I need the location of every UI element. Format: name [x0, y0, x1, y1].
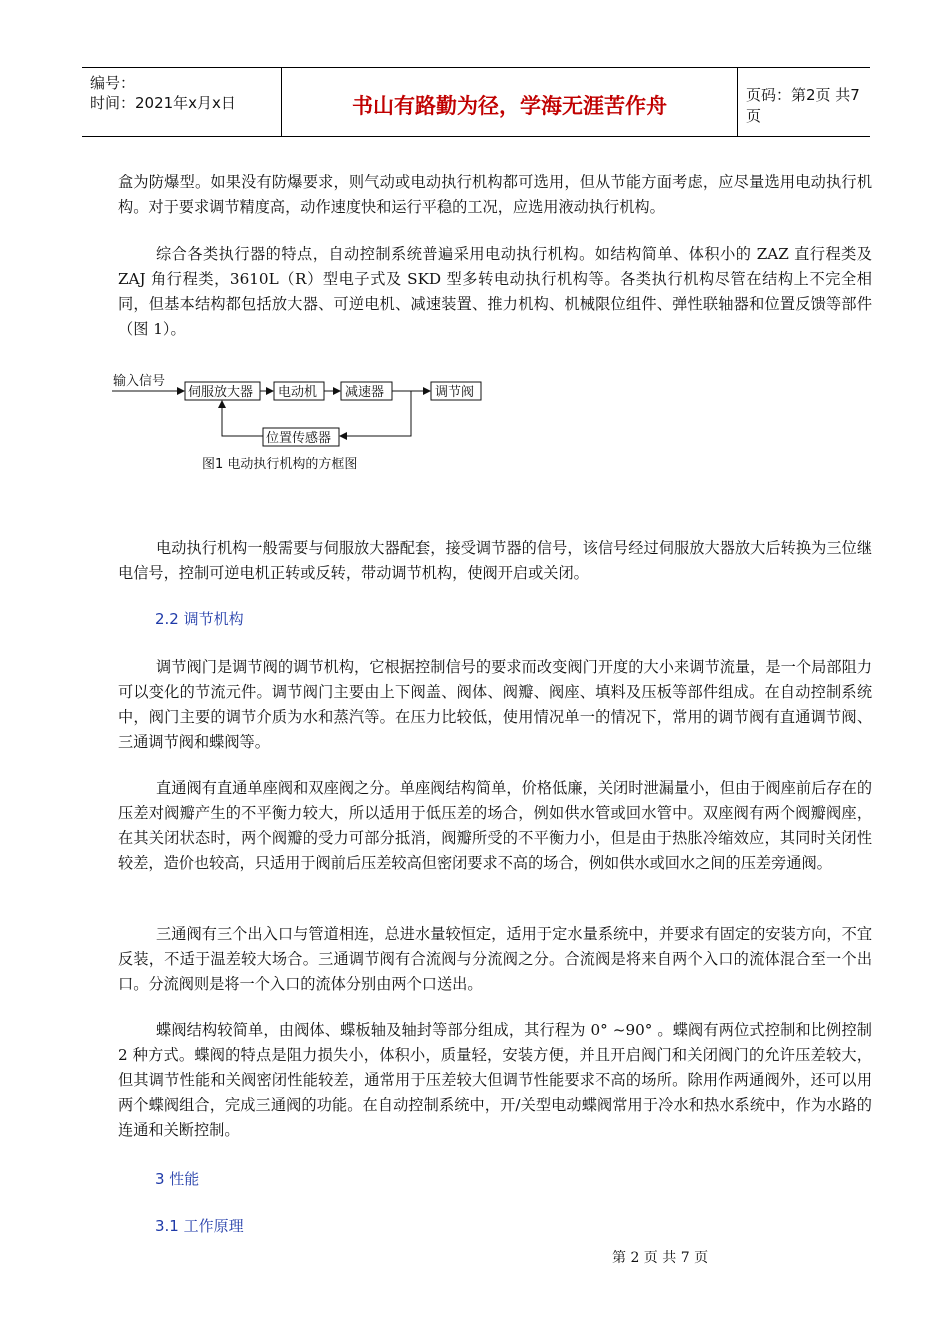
- section-heading-3-1: 3.1 工作原理: [155, 1217, 244, 1235]
- paragraph-2: 综合各类执行器的特点，自动控制系统普遍采用电动执行机构。如结构简单、体积小的 ZAZ 直行程类及 ZAJ 角行程类，3610L（R）型电子式及 SKD 型多转电动执行机构等。各类执行机构尽管在结构上不完全相同，但基本结构都包括放大器、可逆电机、减速装置、推力机构、机械限位组件、弹性联轴器和位置反馈等部件（图 1）。: [118, 245, 872, 338]
- page-header: [82, 67, 870, 137]
- paragraph-4: 调节阀门是调节阀的调节机构，它根据控制信号的要求而改变阀门开度的大小来调节流量，是一个局部阻力可以变化的节流元件。调节阀门主要由上下阀盖、阀体、阀瓣、阀座、填料及压板等部件组成。在自动控制系统中，阀门主要的调节介质为水和蒸汽等。在压力比较低，使用情况单一的情况下，常用的调节阀有直通调节阀、三通调节阀和蝶阀等。: [118, 658, 872, 751]
- section-heading-2-2: 2.2 调节机构: [155, 610, 244, 628]
- feedback-arrow-out: [222, 401, 263, 436]
- reducer-label: 减速器: [345, 385, 385, 400]
- paragraph-6: 三通阀有三个出入口与管道相连，总进水量较恒定，适用于定水量系统中，并要求有固定的安装方向，不宜反装，不适于温差较大场合。三通调节阀有合流阀与分流阀之分。合流阀是将来自两个入口的流体混合至一个出口。分流阀则是将一个入口的流体分别由两个口送出。: [118, 925, 872, 993]
- header-motto: 书山有路勤为径，学海无涯苦作舟: [282, 68, 738, 136]
- header-date-label: 时间：2021年x月x日: [90, 94, 236, 112]
- motor-label: 电动机: [278, 385, 318, 400]
- sensor-label: 位置传感器: [266, 431, 332, 446]
- paragraph-7: 蝶阀结构较简单，由阀体、蝶板轴及轴封等部分组成，其行程为 0° ~90° 。蝶阀有两位式控制和比例控制 2 种方式。蝶阀的特点是阻力损失小，体积小，质量轻，安装方便，并且开启阀门和关闭阀门的允许压差较大，但其调节性能和关阀密闭性能较差，通常用于压差较大但调节性能要求不高的场所。除用作两通阀外，还可以用两个蝶阀组合，完成三通阀的功能。在自动控制系统中，开/关型电动蝶阀常用于冷水和热水系统中，作为水路的连通和关断控制。: [118, 1021, 872, 1139]
- header-left-cell: [82, 68, 282, 136]
- paragraph-3: 电动执行机构一般需要与伺服放大器配套，接受调节器的信号，该信号经过伺服放大器放大后转换为三位继电信号，控制可逆电机正转或反转，带动调节机构，使阀开启或关闭。: [118, 539, 872, 582]
- block-diagram-svg: [100, 365, 500, 455]
- diagram-caption: 图1 电动执行机构的方框图: [202, 457, 358, 472]
- servo-amp-label: 伺服放大器: [188, 385, 254, 400]
- header-number-label: 编号：: [90, 74, 136, 92]
- paragraph-5: 直通阀有直通单座阀和双座阀之分。单座阀结构简单，价格低廉，关闭时泄漏量小，但由于阀座前后存在的压差对阀瓣产生的不平衡力较大，所以适用于低压差的场合，例如供水管或回水管中。双座阀有两个阀瓣阀座，在其关闭状态时，两个阀瓣的受力可部分抵消，阀瓣所受的不平衡力小，但是由于热胀冷缩效应，其同时关闭性较差，造价也较高，只适用于阀前后压差较高但密闭要求不高的场合，例如供水或回水之间的压差旁通阀。: [118, 779, 872, 872]
- page-footer: 第 2 页 共 7 页: [612, 1250, 709, 1266]
- valve-label: 调节阀: [435, 385, 475, 400]
- section-heading-3: 3 性能: [155, 1170, 200, 1188]
- diagram-input-label: 输入信号: [113, 374, 166, 389]
- header-page-info: 页码：第2页 共7页: [746, 86, 860, 125]
- paragraph-1: 盒为防爆型。如果没有防爆要求，则气动或电动执行机构都可选用，但从节能方面考虑，应尽量选用电动执行机构。对于要求调节精度高，动作速度快和运行平稳的工况，应选用液动执行机构。: [118, 173, 872, 216]
